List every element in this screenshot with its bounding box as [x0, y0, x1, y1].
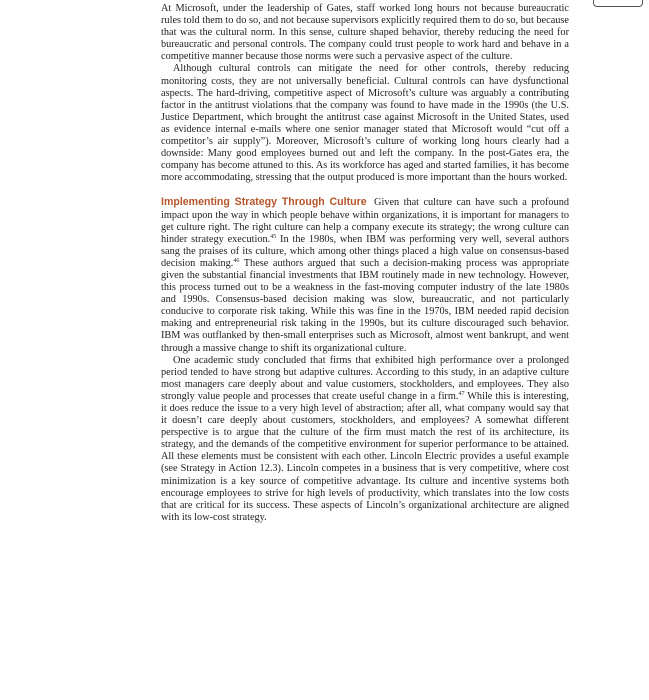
paragraph-cultural-controls: [161, 63, 569, 184]
paragraph-text: At Microsoft, under the leadership of Gates, staff worked long hours not because bureaucratic rules told them to do so, and not because supervisors explicitly required them to do so, but because that was the cultural norm. In this sense, culture shaped behavior, thereby reducing the need for bureaucratic and personal controls. The company could trust people to work hard and behave in a competitive manner because those norms were such a pervasive aspect of the culture.: [161, 3, 569, 63]
footnote-ref: 45: [270, 233, 277, 240]
paragraph-implementing-strategy: [161, 196, 569, 354]
paragraph-text: Although cultural controls can mitigate the need for other controls, thereby reducing monitoring costs, they are not universally beneficial. Cultural controls can have dysfunctional aspects. The hard-driving, competitive aspect of Microsoft’s culture was arguably a contributing factor in the antitrust violations that the company was found to have made in the 1990s (the U.S. Justice Department, which brought the antitrust case against Microsoft in the United States, used as evidence internal e-mails where one senior manager stated that Microsoft would “cut off a competitor’s air supply”). Moreover, Microsoft’s culture of working long hours clearly had a downside: Many good employees burned out and left the company. In the post-Gates era, the company has become attuned to this. As its workforce has aged and started families, it has become more accommodating, stressing that the output produced is more important than the hours worked.: [161, 63, 569, 184]
paragraph-text: Given that culture can have such a profound impact upon the way in which people behave within organizations, it is important for managers to get culture right. The right culture can help a company execute its strategy; the wrong culture can hinder strategy execution.: [161, 197, 569, 245]
page-corner-box: [593, 0, 643, 7]
paragraph-text: One academic study concluded that firms that exhibited high performance over a prolonged period tended to have strong but adaptive cultures. According to this study, in an adaptive culture most managers care deeply about and value customers, stockholders, and employees. They also strongly value people and processes that create useful change in a firm.: [161, 354, 569, 402]
section-heading: Implementing Strategy Through Culture: [161, 196, 367, 209]
paragraph-text: While this is interesting, it does reduce the issue to a very high level of abstraction; after all, what company would say that it doesn’t care deeply about customers, stockholders, and employees? A somewhat different perspective is to argue that the culture of the firm must match the rest of its architecture, its strategy, and the demands of the competitive environment for superior performance to be attained. All these elements must be consistent with each other. Lincoln Electric provides a useful example (see Strategy in Action 12.3). Lincoln competes in a business that is very competitive, where cost minimization is a key source of competitive advantage. Its culture and incentive systems both encourage employees to strive for high levels of productivity, which translates into the low costs that are critical for its success. These aspects of Lincoln’s organizational architecture are aligned with its low-cost strategy.: [161, 390, 569, 523]
paragraph-text: In the 1980s, when IBM was performing very well, several authors sang the praises of its culture, which among other things placed a high value on consensus-based decision making.: [161, 233, 569, 269]
paragraph-text: These authors argued that such a decision-making process was appropriate given the substantial financial investments that IBM routinely made in new technology. However, this process turned out to be a weakness in the fast-moving computer industry of the late 1980s and 1990s. Consensus-based decision making was slow, bureaucratic, and not particularly conducive to corporate risk taking. While this was fine in the 1970s, IBM needed rapid decision making and entrepreneurial risk taking in the 1990s, but its culture discouraged such behavior. IBM was outflanked by then-small enterprises such as Microsoft, almost went bankrupt, and went through a massive change to shift its organizational culture.: [161, 257, 569, 354]
paragraph-microsoft-hours: [161, 3, 569, 63]
body-text-column: [161, 3, 569, 524]
paragraph-adaptive-cultures: [161, 355, 569, 524]
footnote-ref: 46: [233, 257, 240, 264]
footnote-ref: 47: [458, 390, 465, 397]
